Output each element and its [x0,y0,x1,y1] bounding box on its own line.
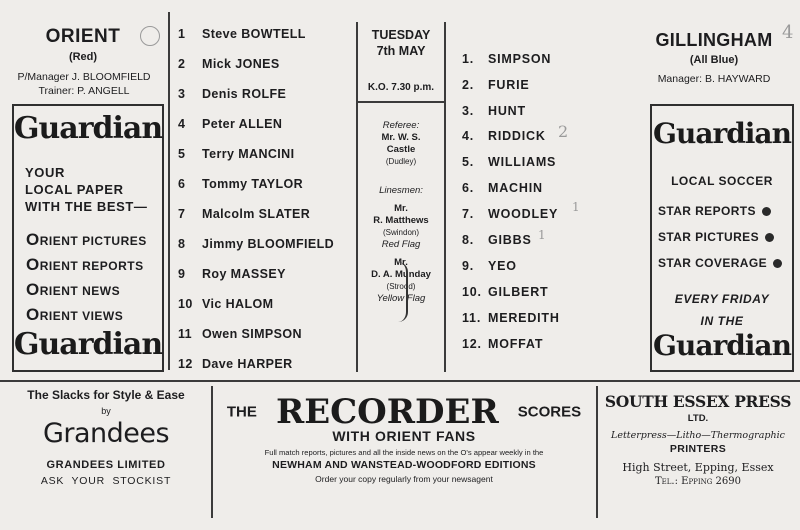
right-ad-item-pictures: STAR PICTURES [658,224,782,250]
divider-match-info [356,101,446,103]
left-ad-item-pictures: ORIENT PICTURES [26,230,147,249]
right-ad-item-coverage: STAR COVERAGE [658,250,782,276]
gillingham-player-3: 3. HUNT [462,104,526,118]
orient-player-1: 1 Steve BOWTELL [178,27,306,41]
linesman1-town: (Swindon) [382,228,419,237]
orient-player-5: 5 Terry MANCINI [178,147,295,161]
referee-block [358,120,444,168]
pencil-circle-mark [140,26,160,46]
pencil-mark-woodley: 1 [572,200,580,214]
press-name: SOUTH ESSEX PRESS [604,392,792,411]
linesman1-name: R. Matthews [373,215,429,226]
left-ad-item-reports: ORIENT REPORTS [26,255,144,274]
match-day: TUESDAY [371,28,431,42]
guardian-logo-bottom-right: Guardian [653,329,791,362]
gillingham-manager: Manager: B. HAYWARD [657,73,771,85]
left-ad-item-views: ORIENT VIEWS [26,305,124,324]
referee-name-1: Mr. W. S. [381,132,421,143]
gillingham-name: GILLINGHAM [655,30,773,50]
match-day-date: 7th MAY [376,44,426,58]
gillingham-player-10: 10. GILBERT [462,285,549,299]
orient-player-4: 4 Peter ALLEN [178,117,283,131]
gillingham-player-4: 4. RIDDICK [462,129,546,143]
orient-player-8: 8 Jimmy BLOOMFIELD [178,237,335,251]
divider-footer-left [211,386,213,518]
gillingham-player-6: 6. MACHIN [462,181,543,195]
guardian-logo-top-right: Guardian [653,117,791,150]
grandees-slogan: The Slacks for Style & Ease [27,388,185,402]
pencil-mark-corner: 4 [782,22,794,43]
press-services: Letterpress—Litho—Thermographic [611,430,785,441]
gillingham-header [640,30,788,85]
referee-town: (Dudley) [385,157,417,166]
gillingham-player-7: 7. WOODLEY [462,207,559,221]
linesmen-label: Linesmen: [379,185,423,196]
gillingham-player-2: 2. FURIE [462,78,530,92]
recorder-with-orient-fans: WITH ORIENT FANS [332,428,476,444]
orient-player-12: 12 Dave HARPER [178,357,293,371]
kick-off-time: K.O. 7.30 p.m. [367,82,435,93]
pencil-mark-riddick: 2 [558,122,569,141]
recorder-order: Order your copy regularly from your newsagent [315,474,493,484]
left-ad-tagline [25,164,148,215]
press-ltd: LTD. [687,413,709,424]
gillingham-player-1: 1. SIMPSON [462,52,552,66]
recorder-ad [214,392,594,484]
orient-player-6: 6 Tommy TAYLOR [178,177,304,191]
gillingham-player-12: 12. MOFFAT [462,337,544,351]
grandees-ad [8,388,204,487]
orient-player-3: 3 Denis ROLFE [178,87,287,101]
gillingham-player-9: 9. YEO [462,259,517,273]
right-ad-item-reports: STAR REPORTS [658,198,782,224]
pencil-mark-gibbs: 1 [538,228,546,242]
divider-left [168,12,170,370]
pen-scribble-mark [398,262,408,322]
press-address: High Street, Epping, Essex [622,461,774,474]
left-ad-line1: YOUR [25,165,65,180]
left-ad-items [26,228,147,328]
guardian-logo-bottom-left: Guardian [13,327,163,362]
right-ad-local-soccer: LOCAL SOCCER [671,174,773,188]
gillingham-player-8: 8. GIBBS [462,233,532,247]
recorder-headline [214,392,594,432]
left-ad-line2: LOCAL PAPER [25,182,124,197]
press-telephone: Tel.: Epping 2690 [655,476,741,487]
divider-footer-right [596,386,598,518]
bullet-dot-icon [765,233,774,242]
recorder-editions: NEWHAM AND WANSTEAD-WOODFORD EDITIONS [272,459,536,471]
right-ad-every-friday [650,288,794,332]
orient-player-9: 9 Roy MASSEY [178,267,286,281]
grandees-by: by [101,406,111,416]
gillingham-colour: (All Blue) [689,54,739,66]
recorder-the: THE [226,403,257,421]
recorder-scores: SCORES [517,403,582,421]
linesman2-title: Mr. [394,257,408,268]
left-ad-line3: WITH THE BEST— [25,199,148,214]
bullet-dot-icon [773,259,782,268]
recorder-line1: Full match reports, pictures and all the inside news on the O's appear weekly in the [264,448,544,457]
left-ad-item-news: ORIENT NEWS [26,280,121,299]
orient-manager: P/Manager J. BLOOMFIELD [17,71,151,83]
orient-header [18,26,148,63]
linesman2-name: D. A. Munday [371,269,431,280]
orient-player-10: 10 Vic HALOM [178,297,274,311]
gillingham-player-11: 11. MEREDITH [462,311,560,325]
orient-trainer: Trainer: P. ANGELL [38,85,130,97]
referee-name-2: Castle [386,144,416,155]
gillingham-player-5: 5. WILLIAMS [462,155,557,169]
match-date [358,27,444,59]
linesman2-flag: Yellow Flag [376,293,426,304]
orient-name: ORIENT [45,26,121,47]
right-ad-every1: EVERY FRIDAY [674,292,770,306]
recorder-logo: RECORDER [275,392,499,432]
press-printers: PRINTERS [669,443,727,455]
right-ad-items [658,198,782,276]
grandees-ask: ASK YOUR STOCKIST [40,475,172,487]
divider-footer [0,380,800,382]
divider-center-right [444,22,446,372]
bullet-dot-icon [762,207,771,216]
orient-player-2: 2 Mick JONES [178,57,280,71]
grandees-company: GRANDEES LIMITED [46,459,166,471]
right-ad-every2: IN THE [700,314,744,328]
orient-player-11: 11 Owen SIMPSON [178,327,302,341]
grandees-logo: Grandees [42,418,170,449]
orient-player-7: 7 Malcolm SLATER [178,207,311,221]
orient-colour: (Red) [68,51,98,63]
linesman1-flag: Red Flag [381,239,421,250]
linesman2-town: (Strood) [386,282,416,291]
south-essex-press-ad [600,392,796,487]
referee-label: Referee: [382,120,420,131]
linesman1-title: Mr. [394,203,408,214]
orient-staff [4,70,164,98]
guardian-logo-top-left: Guardian [13,111,163,146]
